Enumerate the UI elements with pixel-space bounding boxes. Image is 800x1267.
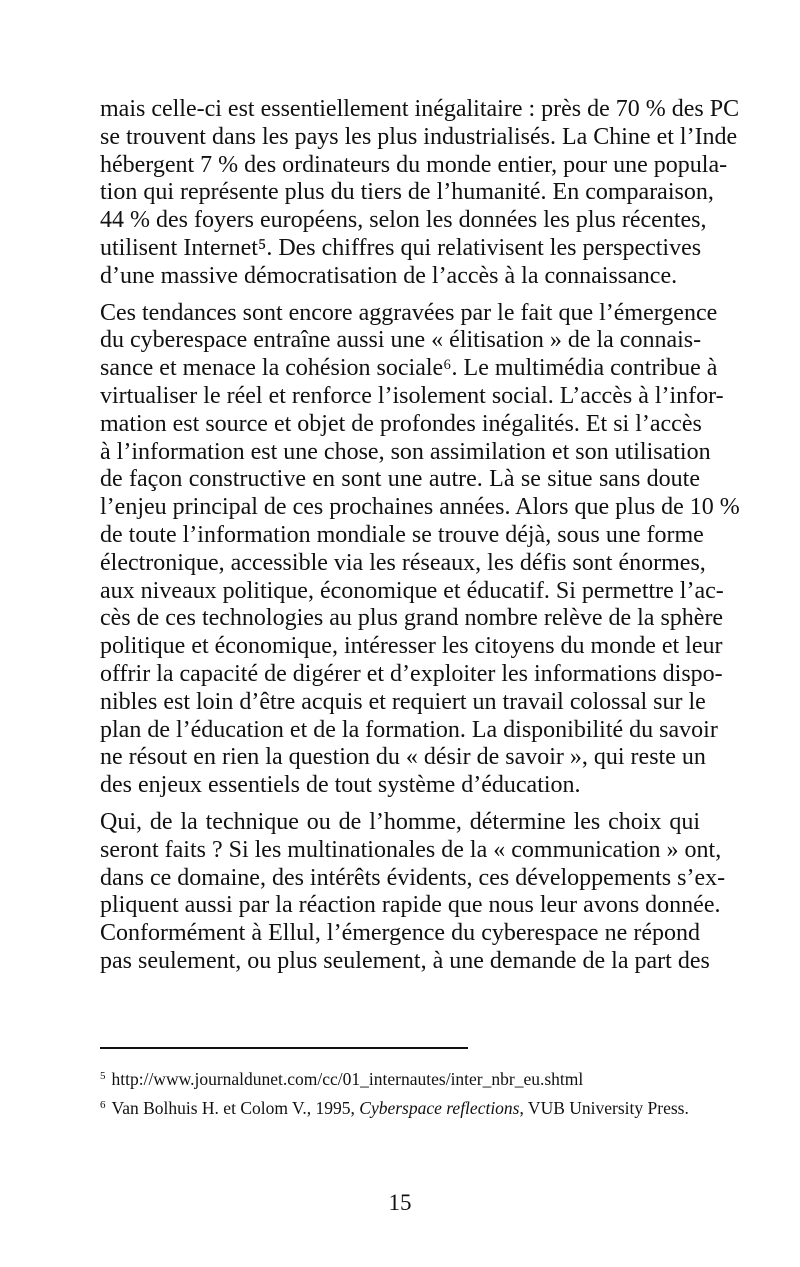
text-line: seront faits ? Si les multinationales de la « communication » ont, (100, 836, 722, 863)
text-line: hébergent 7 % des ordinateurs du monde entier, pour une popula- (100, 151, 728, 178)
text-line: aux niveaux politique, économique et éducatif. Si permettre l’ac- (100, 577, 724, 604)
footnote-text: , VUB University Press. (519, 1098, 689, 1118)
body-text (100, 96, 740, 985)
page-number: 15 (388, 1190, 412, 1215)
text-line: à l’information est une chose, son assimilation et son utilisation (100, 438, 711, 465)
text-line: du cyberespace entraîne aussi une « élitisation » de la connais- (100, 327, 702, 354)
footnote-6 (100, 1093, 700, 1120)
footnote-divider (100, 1047, 468, 1049)
text-line: mation est source et objet de profondes inégalités. Et si l’accès (100, 410, 702, 437)
text-line: cès de ces technologies au plus grand nombre relève de la sphère (100, 605, 724, 632)
footnote-text: Van Bolhuis H. et Colom V., 1995, (111, 1098, 360, 1118)
text-line: dans ce domaine, des intérêts évidents, ces développements s’ex- (100, 864, 726, 891)
text-line: ne résout en rien la question du « désir de savoir », qui reste un (100, 744, 706, 771)
paragraph (100, 96, 740, 291)
text-line: politique et économique, intéresser les citoyens du monde et leur (100, 633, 723, 660)
footnote-book-title: Cyberspace reflections (359, 1098, 520, 1118)
paragraph (100, 299, 740, 800)
text-line: tion qui représente plus du tiers de l’humanité. En comparaison, (100, 179, 714, 206)
text-line: électronique, accessible via les réseaux, les défis sont énormes, (100, 549, 706, 576)
text-line: offrir la capacité de digérer et d’exploiter les informations dispo- (100, 660, 723, 687)
text-line: pliquent aussi par la réaction rapide que nous leur avons donnée. (100, 892, 721, 919)
text-line: nibles est loin d’être acquis et requiert un travail colossal sur le (100, 688, 706, 715)
text-line: de façon constructive en sont une autre. Là se situe sans doute (100, 466, 700, 493)
footnote-5 (100, 1064, 700, 1091)
text-line: 44 % des foyers européens, selon les données les plus récentes, (100, 207, 707, 234)
paragraph (100, 808, 726, 976)
text-line: virtualiser le réel et renforce l’isolement social. L’accès à l’infor- (100, 382, 724, 409)
text-line: Conformément à Ellul, l’émergence du cyberespace ne répond (100, 920, 700, 947)
text-line: utilisent Internet⁵. Des chiffres qui relativisent les perspectives (100, 234, 702, 261)
footnote-number: 6 (100, 1099, 106, 1111)
text-line: de toute l’information mondiale se trouve déjà, sous une forme (100, 521, 704, 548)
text-line: des enjeux essentiels de tout système d’éducation. (100, 772, 581, 799)
text-line: sance et menace la cohésion sociale⁶. Le multimédia contribue à (100, 355, 718, 382)
text-line: plan de l’éducation et de la formation. La disponibilité du savoir (100, 716, 718, 743)
text-line: Ces tendances sont encore aggravées par le fait que l’émergence (100, 299, 718, 326)
text-line: se trouvent dans les pays les plus industrialisés. La Chine et l’Inde (100, 123, 738, 150)
footnote-url: http://www.journaldunet.com/cc/01_internautes/inter_nbr_eu.shtml (111, 1069, 584, 1089)
footnote-number: 5 (100, 1070, 106, 1082)
text-line: Qui, de la technique ou de l’homme, détermine les choix qui (100, 808, 700, 835)
text-line: l’enjeu principal de ces prochaines années. Alors que plus de 10 % (100, 494, 740, 521)
text-line: pas seulement, ou plus seulement, à une demande de la part des (100, 947, 710, 974)
text-line: d’une massive démocratisation de l’accès à la connaissance. (100, 262, 678, 289)
text-line: mais celle-ci est essentiellement inégalitaire : près de 70 % des PC (100, 96, 740, 122)
